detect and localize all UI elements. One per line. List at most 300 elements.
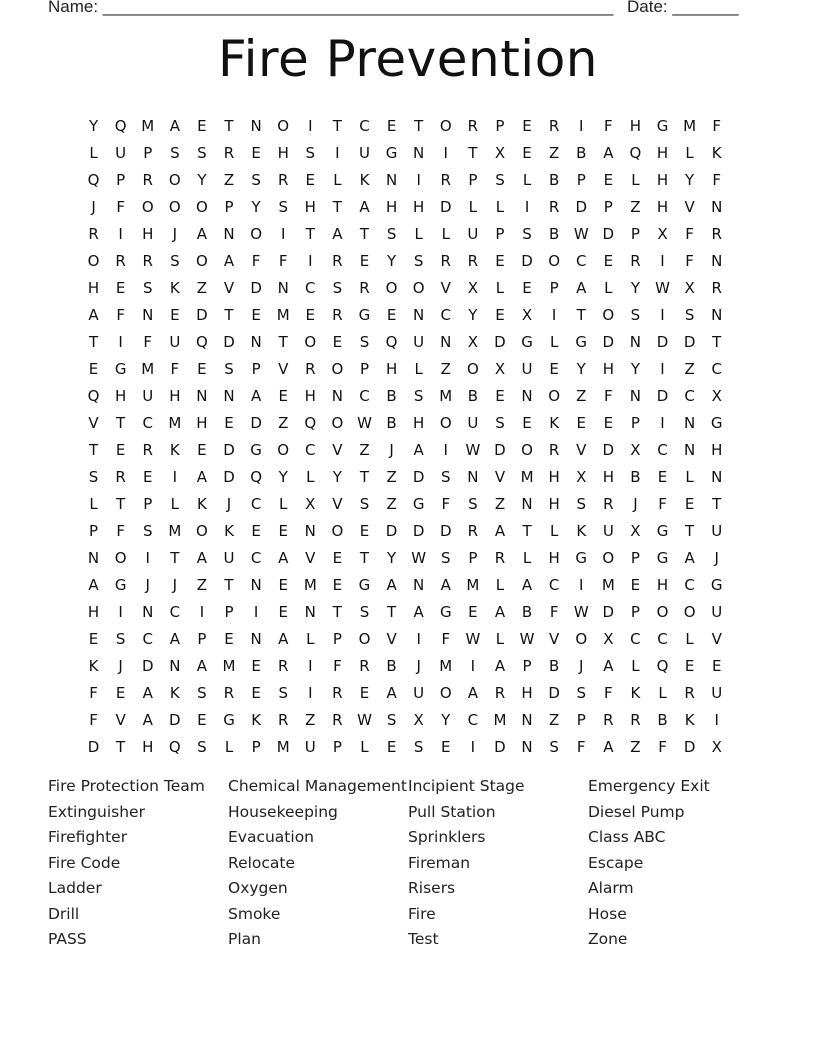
grid-letter: V [440, 278, 451, 297]
grid-letter: E [251, 521, 261, 540]
grid-row [80, 571, 746, 598]
grid-letter: L [89, 494, 98, 513]
grid-letter: C [657, 440, 668, 459]
grid-letter: N [223, 224, 235, 243]
grid-letter: D [223, 332, 235, 351]
grid-letter: T [88, 440, 99, 459]
grid-letter: O [196, 251, 208, 270]
grid-letter: N [250, 575, 262, 594]
grid-letter: O [439, 116, 452, 135]
grid-letter: P [603, 197, 613, 216]
grid-letter: D [196, 305, 208, 324]
grid-letter: T [685, 521, 695, 540]
grid-row [80, 274, 746, 301]
grid-letter: S [224, 359, 234, 378]
grid-letter: V [576, 440, 587, 459]
grid-letter: O [277, 116, 290, 135]
grid-letter: D [141, 656, 154, 675]
grid-letter: E [88, 629, 99, 648]
grid-letter: H [169, 386, 181, 405]
grid-letter: F [441, 629, 451, 648]
grid-letter: W [573, 602, 589, 621]
grid-letter: F [604, 116, 613, 135]
grid-letter: S [576, 683, 586, 702]
grid-letter: H [385, 359, 398, 378]
grid-letter: B [521, 602, 533, 621]
grid-letter: Z [305, 710, 316, 729]
grid-letter: G [358, 575, 371, 594]
grid-letter: Q [114, 116, 127, 135]
grid-letter: O [412, 278, 425, 297]
grid-letter: R [223, 143, 235, 162]
grid-letter: S [684, 305, 695, 324]
grid-letter: I [660, 251, 665, 270]
grid-letter: B [386, 386, 397, 405]
grid-letter: J [91, 197, 96, 216]
grid-letter: V [386, 629, 397, 648]
grid-row [80, 112, 746, 139]
grid-letter: E [88, 359, 99, 378]
grid-letter: T [359, 548, 370, 567]
grid-letter: M [222, 656, 236, 675]
grid-letter: K [251, 710, 262, 729]
grid-letter: F [278, 251, 288, 270]
grid-letter: N [683, 440, 696, 459]
grid-row [80, 355, 746, 382]
grid-letter: E [197, 359, 207, 378]
grid-letter: E [386, 305, 397, 324]
grid-letter: A [684, 548, 695, 567]
grid-letter: D [223, 440, 235, 459]
grid-letter: Z [440, 359, 451, 378]
grid-letter: E [142, 467, 153, 486]
grid-letter: I [551, 305, 557, 324]
grid-letter: T [712, 494, 722, 513]
grid-letter: E [522, 116, 532, 135]
grid-row [80, 436, 746, 463]
grid-letter: S [251, 170, 261, 189]
grid-letter: C [684, 575, 695, 594]
grid-letter: S [170, 251, 180, 270]
grid-letter: H [711, 440, 723, 459]
grid-letter: H [629, 116, 642, 135]
word-list-item: Hose [588, 904, 627, 923]
grid-letter: C [548, 575, 560, 594]
grid-row [80, 301, 746, 328]
word-list-item: Alarm [588, 879, 634, 897]
grid-letter: L [631, 656, 640, 675]
grid-letter: M [141, 359, 155, 378]
grid-letter: O [168, 197, 181, 216]
grid-letter: S [576, 494, 586, 513]
grid-letter: V [711, 629, 722, 648]
grid-letter: U [711, 683, 723, 702]
grid-letter: P [522, 656, 532, 675]
grid-letter: G [575, 332, 588, 351]
grid-letter: R [277, 656, 289, 675]
grid-letter: V [549, 629, 560, 648]
grid-letter: E [305, 170, 316, 189]
grid-letter: X [467, 332, 478, 351]
grid-letter: E [197, 116, 207, 135]
grid-letter: C [359, 386, 370, 405]
grid-letter: Y [386, 251, 397, 270]
grid-letter: A [386, 683, 397, 702]
grid-letter: B [386, 413, 397, 432]
grid-letter: A [88, 575, 99, 594]
grid-letter: G [250, 440, 262, 459]
grid-letter: H [142, 737, 154, 756]
grid-letter: P [630, 224, 640, 243]
grid-letter: Y [278, 467, 288, 486]
grid-letter: I [308, 251, 313, 270]
grid-letter: I [308, 683, 313, 702]
grid-letter: S [170, 143, 180, 162]
grid-letter: U [304, 737, 316, 756]
grid-letter: N [413, 143, 425, 162]
grid-letter: P [224, 197, 234, 216]
letter-grid [80, 112, 746, 760]
grid-letter: X [305, 494, 316, 513]
grid-letter: F [441, 494, 451, 513]
grid-letter: E [115, 278, 126, 297]
grid-letter: F [170, 359, 180, 378]
grid-letter: A [603, 656, 614, 675]
grid-letter: H [602, 359, 614, 378]
grid-letter: R [603, 710, 614, 729]
grid-letter: N [440, 332, 452, 351]
grid-letter: A [413, 602, 424, 621]
grid-row [80, 220, 746, 247]
grid-letter: I [145, 548, 150, 567]
grid-letter: T [359, 467, 370, 486]
grid-letter: X [521, 305, 533, 324]
grid-letter: Y [630, 359, 640, 378]
grid-letter: T [332, 197, 342, 216]
grid-letter: F [143, 332, 153, 351]
grid-letter: P [116, 170, 126, 189]
grid-letter: G [656, 116, 669, 135]
grid-letter: V [332, 494, 343, 513]
grid-letter: E [305, 305, 316, 324]
grid-letter: X [711, 737, 722, 756]
grid-letter: L [468, 197, 478, 216]
grid-letter: L [495, 629, 505, 648]
grid-letter: E [684, 494, 695, 513]
grid-letter: D [412, 467, 425, 486]
grid-letter: S [332, 278, 343, 297]
grid-letter: R [548, 116, 560, 135]
grid-letter: M [683, 116, 697, 135]
grid-letter: N [521, 710, 533, 729]
grid-letter: I [416, 629, 421, 648]
grid-letter: Q [304, 413, 317, 432]
grid-letter: Y [386, 548, 397, 567]
grid-letter: P [251, 359, 261, 378]
grid-letter: V [332, 440, 343, 459]
grid-letter: D [494, 440, 506, 459]
grid-letter: D [683, 737, 696, 756]
grid-letter: A [494, 656, 506, 675]
grid-letter: Y [332, 467, 342, 486]
grid-letter: N [277, 278, 289, 297]
grid-letter: Q [629, 143, 642, 162]
grid-letter: W [465, 440, 481, 459]
grid-letter: A [250, 386, 262, 405]
grid-letter: I [660, 305, 665, 324]
grid-letter: D [169, 710, 181, 729]
grid-letter: O [87, 251, 100, 270]
grid-letter: U [413, 683, 425, 702]
grid-letter: T [414, 116, 424, 135]
grid-letter: E [657, 467, 668, 486]
grid-letter: C [630, 629, 641, 648]
grid-letter: E [251, 143, 261, 162]
grid-letter: T [332, 602, 342, 621]
grid-letter: V [305, 548, 316, 567]
grid-letter: I [443, 143, 448, 162]
grid-letter: D [602, 332, 615, 351]
grid-letter: C [657, 629, 668, 648]
grid-letter: S [495, 170, 505, 189]
grid-letter: I [579, 116, 584, 135]
grid-letter: R [684, 683, 695, 702]
grid-letter: P [630, 548, 640, 567]
grid-letter: O [331, 521, 344, 540]
grid-letter: E [224, 413, 234, 432]
grid-letter: P [224, 602, 234, 621]
grid-letter: I [308, 116, 313, 135]
word-list-item: Oxygen [228, 879, 288, 897]
grid-letter: P [630, 602, 640, 621]
grid-letter: T [224, 116, 234, 135]
grid-letter: K [630, 683, 641, 702]
grid-letter: R [467, 521, 479, 540]
grid-letter: L [279, 494, 288, 513]
grid-letter: Z [359, 440, 370, 459]
grid-letter: A [196, 224, 208, 243]
grid-row [80, 382, 746, 409]
word-list-item: Escape [588, 853, 644, 872]
grid-letter: I [470, 656, 476, 675]
grid-letter: O [656, 602, 669, 621]
grid-letter: A [169, 116, 180, 135]
grid-letter: N [169, 656, 181, 675]
grid-row [80, 166, 746, 193]
grid-letter: L [333, 170, 342, 189]
grid-letter: K [359, 170, 370, 189]
grid-letter: S [630, 305, 641, 324]
grid-letter: S [359, 494, 370, 513]
word-list-item: Chemical Management [228, 777, 407, 795]
grid-letter: E [332, 332, 343, 351]
grid-letter: D [683, 332, 696, 351]
grid-letter: P [576, 170, 586, 189]
grid-letter: U [602, 521, 614, 540]
grid-letter: L [685, 143, 694, 162]
grid-letter: V [115, 710, 126, 729]
grid-letter: G [114, 575, 127, 594]
grid-letter: L [441, 224, 450, 243]
grid-letter: N [250, 629, 262, 648]
grid-letter: O [683, 602, 696, 621]
grid-letter: K [88, 656, 99, 675]
grid-letter: O [304, 332, 317, 351]
grid-letter: C [467, 710, 479, 729]
grid-letter: T [224, 575, 234, 594]
grid-letter: C [305, 278, 316, 297]
word-list-item: Smoke [228, 904, 281, 923]
grid-letter: O [196, 521, 208, 540]
word-list [48, 777, 768, 956]
grid-letter: K [169, 440, 180, 459]
grid-letter: A [223, 251, 235, 270]
grid-letter: O [250, 224, 263, 243]
grid-letter: I [524, 197, 530, 216]
grid-letter: E [630, 575, 641, 594]
grid-letter: N [629, 386, 642, 405]
grid-letter: D [494, 332, 506, 351]
grid-letter: A [196, 548, 208, 567]
grid-letter: C [359, 116, 370, 135]
grid-letter: E [197, 710, 207, 729]
grid-letter: A [142, 710, 153, 729]
grid-letter: R [440, 170, 451, 189]
grid-letter: C [142, 629, 153, 648]
grid-letter: R [630, 251, 641, 270]
grid-letter: U [169, 332, 181, 351]
grid-letter: O [141, 197, 154, 216]
grid-letter: L [685, 467, 694, 486]
grid-letter: P [332, 737, 342, 756]
grid-letter: I [280, 224, 286, 243]
grid-letter: L [414, 224, 423, 243]
grid-letter: E [115, 683, 126, 702]
grid-letter: K [169, 683, 180, 702]
grid-letter: E [332, 548, 343, 567]
grid-letter: F [89, 710, 98, 729]
word-list-item: Housekeeping [228, 802, 338, 821]
grid-letter: S [197, 683, 207, 702]
grid-letter: H [656, 575, 669, 594]
grid-letter: A [196, 467, 208, 486]
word-list-item: Sprinklers [408, 828, 486, 846]
grid-letter: S [468, 494, 478, 513]
grid-letter: C [250, 494, 262, 513]
grid-letter: L [658, 683, 667, 702]
grid-letter: R [467, 116, 479, 135]
grid-letter: D [494, 737, 506, 756]
grid-letter: H [304, 197, 316, 216]
grid-letter: O [602, 305, 615, 324]
grid-letter: C [440, 305, 451, 324]
grid-letter: A [521, 575, 533, 594]
grid-letter: E [495, 386, 505, 405]
grid-letter: N [629, 332, 642, 351]
grid-letter: E [468, 602, 478, 621]
grid-letter: K [197, 494, 207, 513]
grid-letter: M [493, 710, 507, 729]
grid-letter: E [278, 575, 288, 594]
word-list-item: Drill [48, 904, 80, 923]
grid-letter: M [141, 116, 155, 135]
grid-letter: H [385, 197, 398, 216]
grid-letter: J [389, 440, 394, 459]
grid-letter: O [521, 440, 533, 459]
grid-letter: D [412, 521, 425, 540]
grid-row [80, 517, 746, 544]
grid-letter: F [685, 224, 694, 243]
grid-letter: Z [223, 170, 235, 189]
grid-letter: M [276, 737, 290, 756]
grid-letter: F [658, 737, 667, 756]
grid-letter: Z [196, 575, 208, 594]
grid-letter: Z [386, 467, 397, 486]
grid-letter: X [494, 143, 506, 162]
grid-letter: N [711, 251, 723, 270]
grid-letter: D [439, 521, 452, 540]
grid-letter: P [197, 629, 207, 648]
grid-letter: L [549, 332, 559, 351]
grid-letter: N [521, 494, 533, 513]
grid-letter: U [413, 332, 425, 351]
grid-letter: X [684, 278, 695, 297]
grid-letter: M [303, 575, 317, 594]
grid-letter: H [548, 548, 560, 567]
word-list-item: Relocate [228, 853, 296, 872]
grid-letter: F [604, 683, 613, 702]
grid-letter: R [305, 359, 316, 378]
grid-letter: I [118, 224, 123, 243]
grid-letter: O [548, 386, 561, 405]
grid-letter: Y [197, 170, 207, 189]
grid-letter: E [684, 656, 695, 675]
grid-letter: G [114, 359, 127, 378]
page-title: Fire Prevention [218, 30, 598, 88]
grid-letter: D [602, 602, 615, 621]
grid-letter: Z [549, 710, 560, 729]
grid-letter: G [521, 332, 533, 351]
word-list-item: Plan [228, 930, 261, 948]
word-list-item: Firefighter [48, 828, 128, 846]
grid-letter: L [224, 737, 234, 756]
grid-letter: R [332, 305, 343, 324]
grid-letter: X [603, 629, 614, 648]
grid-letter: I [660, 359, 665, 378]
grid-letter: P [332, 629, 342, 648]
grid-letter: Y [576, 359, 586, 378]
grid-letter: E [495, 305, 505, 324]
grid-letter: N [331, 386, 343, 405]
grid-row [80, 598, 746, 625]
grid-letter: R [115, 467, 126, 486]
grid-letter: O [575, 629, 588, 648]
grid-letter: Y [441, 710, 451, 729]
grid-letter: A [278, 629, 289, 648]
grid-letter: T [712, 332, 722, 351]
grid-letter: B [467, 386, 478, 405]
grid-letter: J [118, 656, 123, 675]
grid-letter: F [604, 386, 613, 405]
grid-letter: H [277, 143, 289, 162]
grid-letter: F [685, 251, 694, 270]
grid-row [80, 652, 746, 679]
grid-letter: N [711, 467, 723, 486]
word-list-item: Test [408, 930, 439, 948]
grid-letter: T [359, 224, 370, 243]
grid-letter: D [602, 440, 615, 459]
grid-letter: S [197, 737, 207, 756]
